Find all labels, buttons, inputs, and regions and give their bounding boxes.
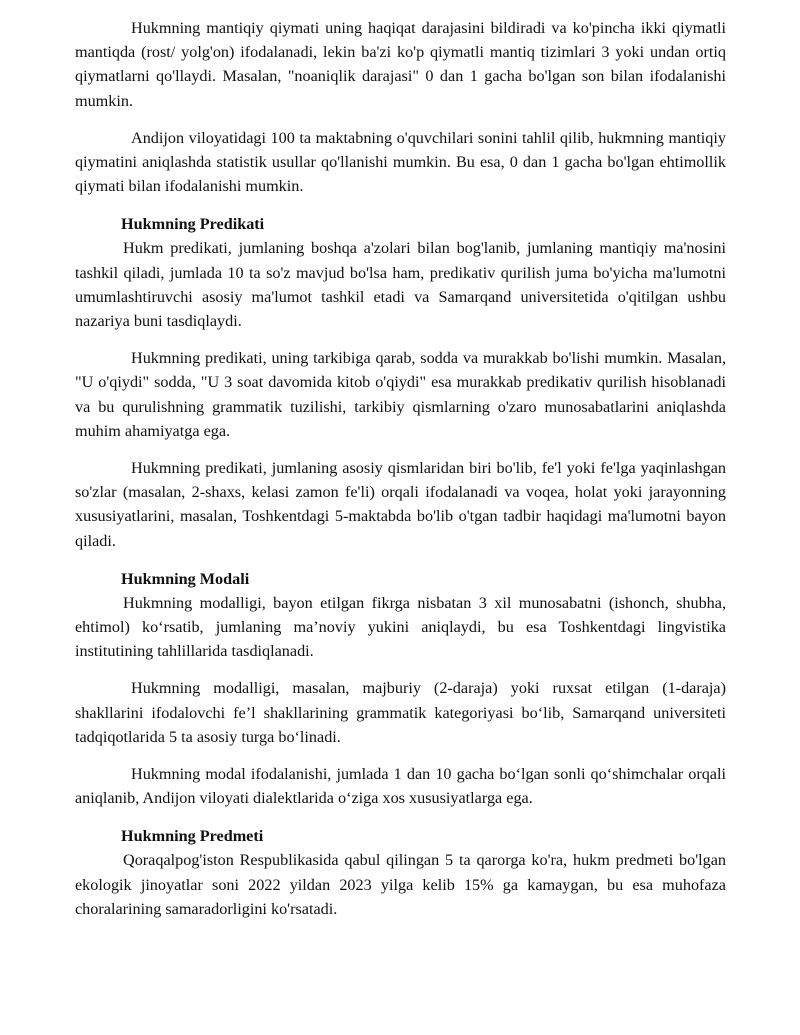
section-heading-predikati: Hukmning Predikati — [121, 215, 265, 234]
paragraph: Hukmning modal ifodalanishi, jumlada 1 dan 10 gacha bo‘lgan sonli qo‘shimchalar orqali aniqlanib, Andijon viloyati dialektlarida o‘ziga xos xususiyatlarga ega. — [75, 765, 726, 808]
paragraph: Hukmning modalligi, bayon etilgan fikrga nisbatan 3 xil munosabatni (ishonch, shubha, ehtimol) ko‘rsatib, jumlaning ma’noviy yukini aniqlaydi, bu esa Toshkentdagi lingvistika institutining tahlillarida tasdiqlanadi. — [75, 593, 726, 661]
paragraph: Andijon viloyatidagi 100 ta maktabning o'quvchilari sonini tahlil qilib, hukmning mantiqiy qiymatini aniqlashda statistik usullar qo'llanishi mumkin. Bu esa, 0 dan 1 gacha bo'lgan ehtimollik qiymati bilan ifodalanishi mumkin. — [75, 128, 726, 196]
paragraph: Hukmning predikati, jumlaning asosiy qismlaridan biri bo'lib, fe'l yoki fe'lga yaqinlashgan so'zlar (masalan, 2-shaxs, kelasi zamon fe'li) orqali ifodalanadi va voqea, holat yoki jarayonning xususiyatlarini, masalan, Toshkentdagi 5-maktabda bo'lib o'tgan tadbir haqidagi ma'lumotni bayon qiladi. — [75, 459, 726, 550]
paragraph: Hukmning mantiqiy qiymati uning haqiqat darajasini bildiradi va ko'pincha ikki qiymatli mantiqda (rost/ yolg'on) ifodalanadi, lekin ba'zi ko'p qiymatli mantiq tizimlari 3 yoki undan ortiq qiymatlarni qo'llaydi. Masalan, "noaniqlik darajasi" 0 dan 1 gacha bo'lgan son bilan ifodalanishi mumkin. — [75, 19, 726, 110]
paragraph: Hukm predikati, jumlaning boshqa a'zolari bilan bog'lanib, jumlaning mantiqiy ma'nosini tashkil qiladi, jumlada 10 ta so'z mavjud bo'lsa ham, predikativ qurilish juma bo'yicha ma'lumotni umumlashtiruvchi asosiy ma'lumot tashkil etadi va Samarqand universitetida o'qitilgan ushbu nazariya buni tasdiqlaydi. — [75, 239, 726, 331]
paragraph: Hukmning predikati, uning tarkibiga qarab, sodda va murakkab bo'lishi mumkin. Masalan, "U o'qiydi" sodda, "U 3 soat davomida kitob o'qiydi" esa murakkab predikativ qurilish hisoblanadi va bu qurulishning grammatik tuzilishi, tarkibiy qismlarning o'zaro munosabatlarini aniqlashda muhim ahamiyatga ega. — [75, 349, 726, 440]
section-heading-modali: Hukmning Modali — [121, 569, 250, 588]
paragraph: Qoraqalpog'iston Respublikasida qabul qilingan 5 ta qarorga ko'ra, hukm predmeti bo'lgan ekologik jinoyatlar soni 2022 yildan 2023 yilga kelib 15% ga kamaygan, bu esa muhofaza choralarining samaradorligini ko'rsatadi. — [75, 851, 726, 918]
document-page — [75, 16, 726, 934]
paragraph: Hukmning modalligi, masalan, majburiy (2-daraja) yoki ruxsat etilgan (1-daraja) shakllarini ifodalovchi fe’l shakllarining grammatik kategoriyasi bo‘lib, Samarqand universiteti tadqiqotlarida 5 ta asosiy turga bo‘linadi. — [75, 679, 726, 746]
section-heading-predmeti: Hukmning Predmeti — [121, 827, 264, 846]
